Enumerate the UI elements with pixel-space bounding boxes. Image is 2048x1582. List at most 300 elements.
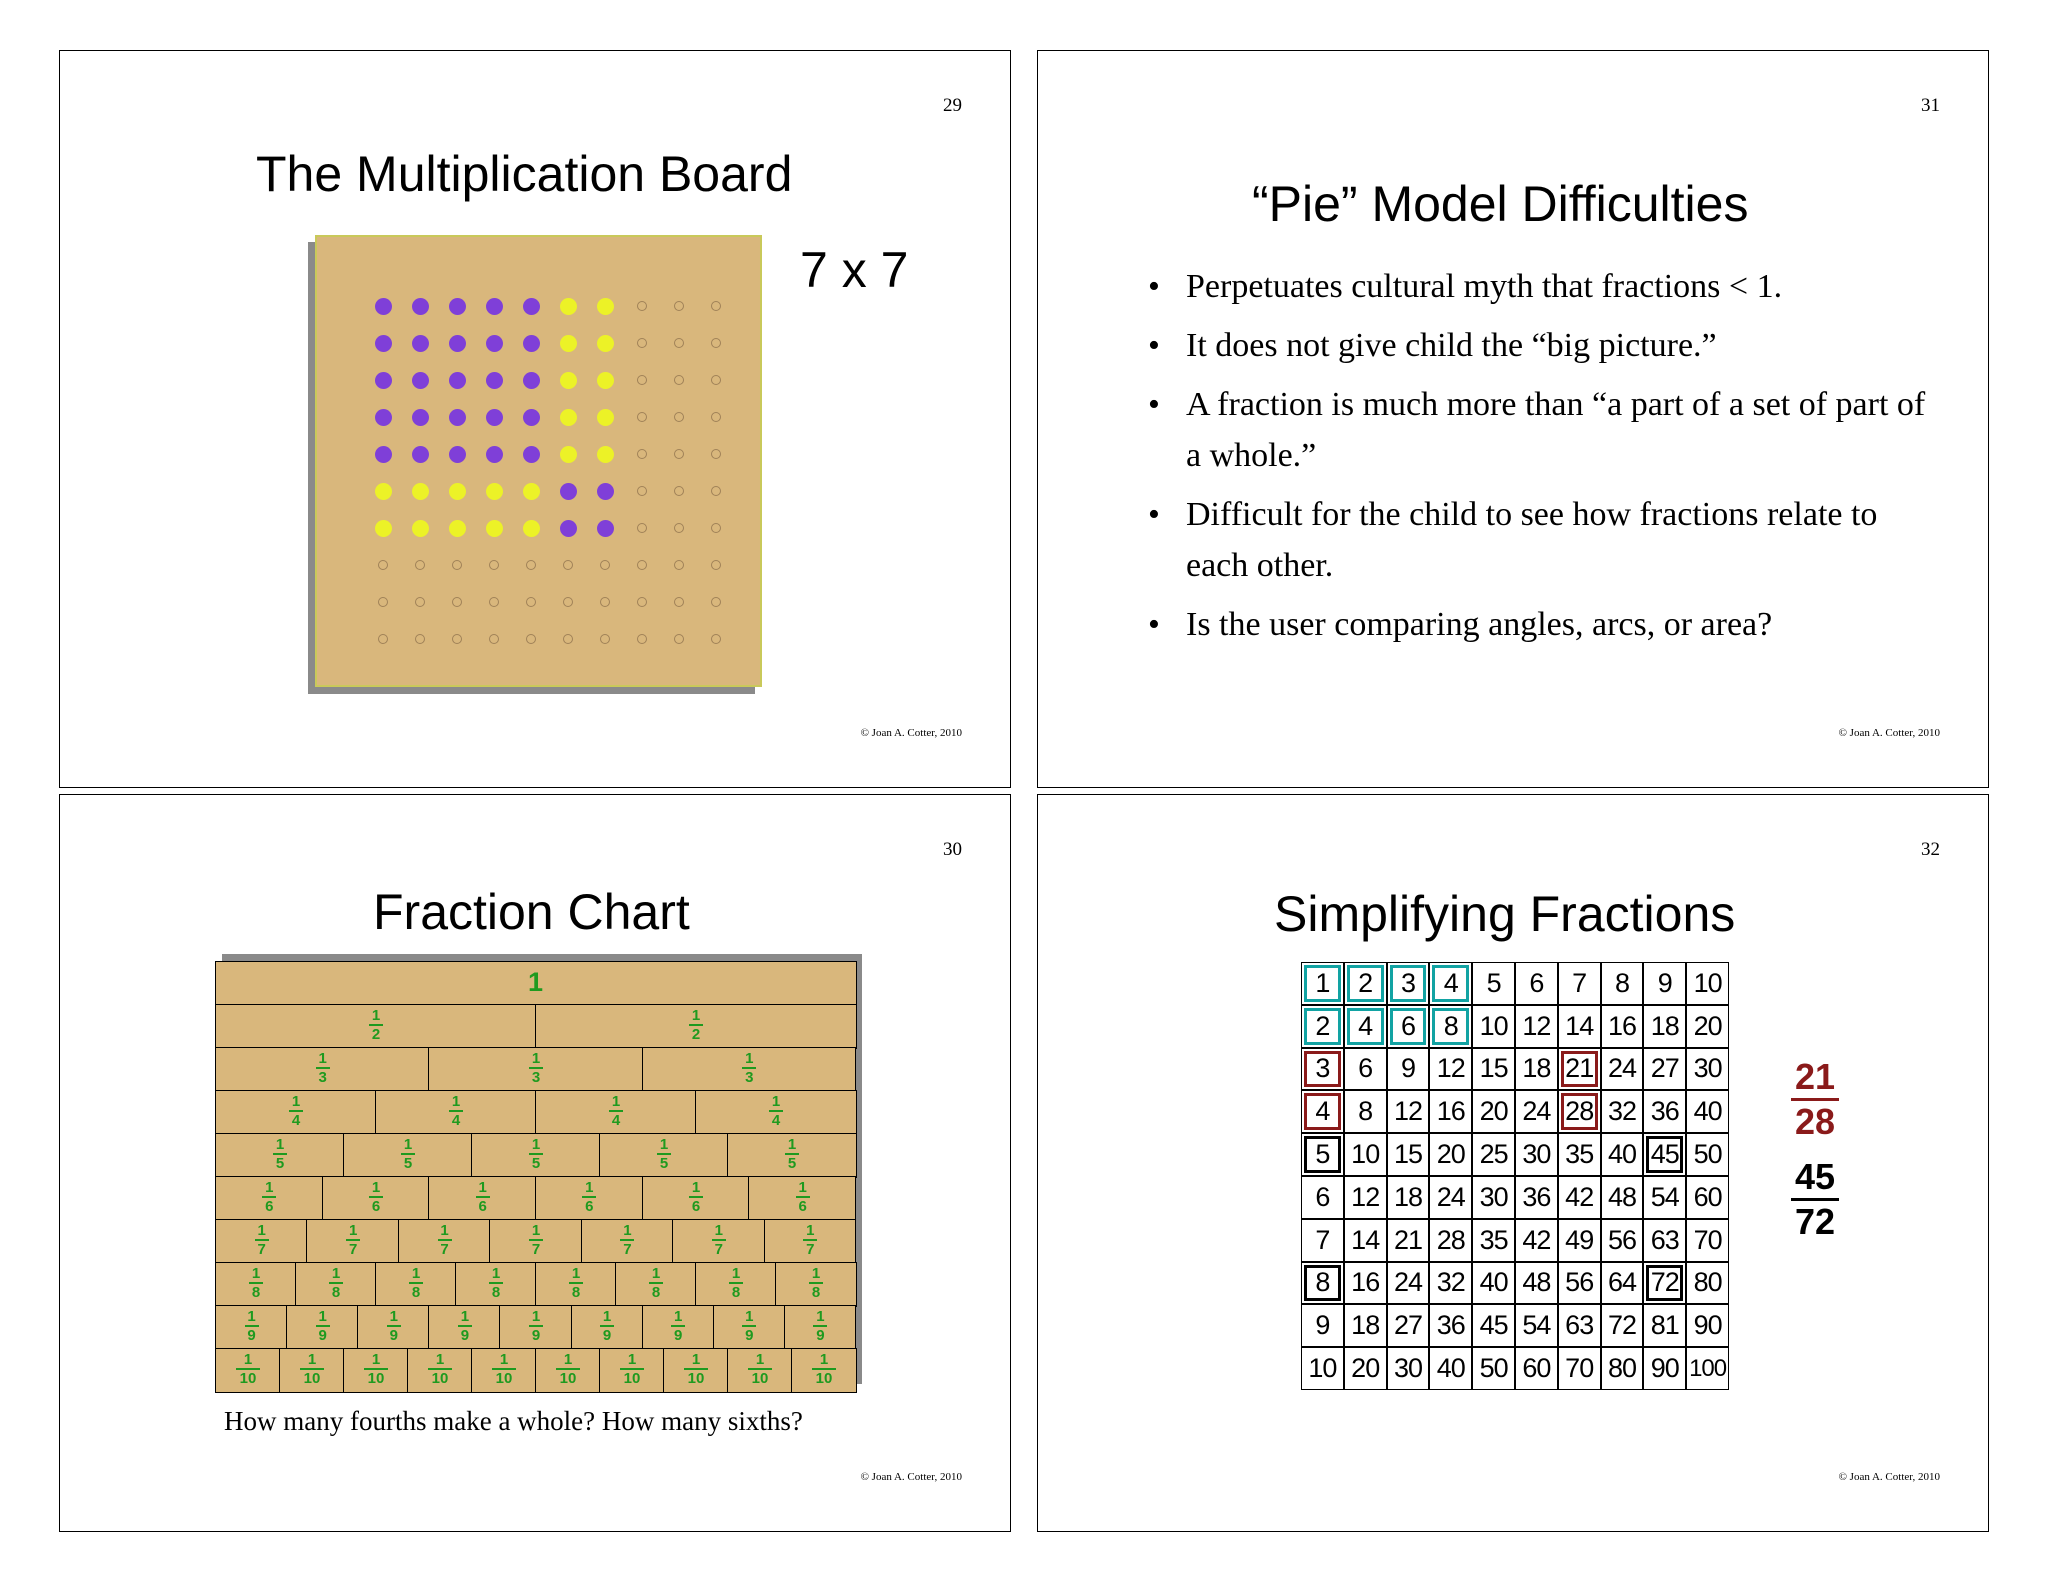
purple-bead (449, 446, 466, 463)
denominator: 28 (1794, 1101, 1836, 1142)
copyright: © Joan A. Cotter, 2010 (1838, 727, 1940, 739)
question-text: How many fourths make a whole? How many sixths? (224, 1406, 803, 1436)
purple-bead (449, 372, 466, 389)
empty-hole (378, 597, 388, 607)
yellow-bead (560, 372, 577, 389)
empty-hole (489, 597, 499, 607)
table-cell: 20 (1429, 1133, 1472, 1176)
purple-bead (597, 520, 614, 537)
table-cell: 40 (1472, 1262, 1515, 1305)
fraction-label: 1 9 (529, 1309, 543, 1343)
bullet-item (1148, 489, 1928, 591)
table-cell: 63 (1643, 1219, 1686, 1262)
yellow-bead (560, 409, 577, 426)
table-cell: 36 (1643, 1090, 1686, 1133)
yellow-bead (597, 298, 614, 315)
empty-hole (415, 634, 425, 644)
purple-bead (560, 483, 577, 500)
fraction-label: 1 5 (273, 1137, 287, 1171)
table-cell: 2 (1301, 1005, 1344, 1048)
black-highlight (1646, 1265, 1683, 1302)
empty-hole (674, 634, 684, 644)
fraction-piece (375, 1262, 457, 1307)
table-cell: 48 (1601, 1176, 1644, 1219)
bullet-text: Difficult for the child to see how fractions relate to each other. (1186, 496, 1878, 584)
empty-hole (415, 560, 425, 570)
bullet-item (1148, 599, 1928, 650)
table-cell: 48 (1515, 1262, 1558, 1305)
table-cell: 45 (1643, 1133, 1686, 1176)
table-cell: 4 (1344, 1005, 1387, 1048)
slide-title: “Pie” Model Difficulties (1252, 176, 1749, 232)
fraction-label: 1 7 (620, 1223, 634, 1257)
table-cell: 70 (1558, 1347, 1601, 1390)
yellow-bead (412, 483, 429, 500)
yellow-bead (597, 372, 614, 389)
table-cell: 81 (1643, 1304, 1686, 1347)
fraction-label: 1 10 (236, 1352, 260, 1386)
fraction-label: 1 8 (329, 1266, 343, 1300)
fraction-label: 1 3 (316, 1051, 330, 1085)
fraction-piece (663, 1348, 729, 1393)
purple-bead (412, 409, 429, 426)
empty-hole (674, 597, 684, 607)
fraction-label: 1 4 (449, 1094, 463, 1128)
table-cell: 24 (1429, 1176, 1472, 1219)
table-cell: 64 (1601, 1262, 1644, 1305)
empty-hole (674, 560, 684, 570)
empty-hole (637, 560, 647, 570)
teal-highlight (1347, 1008, 1384, 1045)
empty-hole (674, 449, 684, 459)
table-cell: 40 (1429, 1347, 1472, 1390)
fraction-label: 1 10 (428, 1352, 452, 1386)
fraction-label: 1 7 (255, 1223, 269, 1257)
fraction-piece (215, 1133, 345, 1178)
fraction-label: 1 6 (476, 1180, 490, 1214)
table-cell: 27 (1643, 1048, 1686, 1091)
fraction-label: 1 9 (813, 1309, 827, 1343)
fraction-chart (215, 961, 855, 1391)
yellow-bead (560, 298, 577, 315)
black-highlight (1304, 1136, 1341, 1173)
purple-bead (486, 409, 503, 426)
table-cell: 24 (1515, 1090, 1558, 1133)
empty-hole (711, 412, 721, 422)
fraction-label: 1 9 (671, 1309, 685, 1343)
empty-hole (637, 412, 647, 422)
empty-hole (711, 486, 721, 496)
purple-bead (449, 335, 466, 352)
slide-31 (1037, 50, 1989, 788)
table-cell: 8 (1601, 962, 1644, 1005)
slide-29 (59, 50, 1011, 788)
table-cell: 10 (1301, 1347, 1344, 1390)
bullet-text: Is the user comparing angles, arcs, or area? (1186, 606, 1773, 643)
fraction-piece (713, 1305, 786, 1350)
fraction-piece (615, 1262, 697, 1307)
fraction-label: 1 6 (582, 1180, 596, 1214)
table-cell: 45 (1472, 1304, 1515, 1347)
fraction-piece (343, 1348, 409, 1393)
yellow-bead (560, 335, 577, 352)
fraction-piece (471, 1133, 601, 1178)
table-cell: 10 (1472, 1005, 1515, 1048)
fraction-piece (375, 1090, 537, 1135)
bullet-item (1148, 261, 1928, 312)
page-number: 31 (1921, 95, 1940, 116)
fraction-piece (535, 1348, 601, 1393)
fraction-piece (784, 1305, 857, 1350)
purple-bead (486, 335, 503, 352)
fraction-label: 1 8 (249, 1266, 263, 1300)
table-cell: 90 (1686, 1304, 1729, 1347)
table-cell: 18 (1344, 1304, 1387, 1347)
slide-title: Simplifying Fractions (1274, 886, 1736, 942)
bullet-list (1148, 261, 1928, 658)
table-cell: 7 (1558, 962, 1601, 1005)
purple-bead (560, 520, 577, 537)
table-cell: 16 (1429, 1090, 1472, 1133)
red-highlight (1304, 1051, 1341, 1088)
empty-hole (563, 560, 573, 570)
purple-bead (486, 372, 503, 389)
fraction-label: 1 10 (556, 1352, 580, 1386)
table-cell: 8 (1301, 1262, 1344, 1305)
fraction-label: 1 5 (529, 1137, 543, 1171)
table-cell: 36 (1429, 1304, 1472, 1347)
fraction-piece (642, 1305, 715, 1350)
teal-highlight (1347, 965, 1384, 1002)
table-cell: 14 (1558, 1005, 1601, 1048)
fraction-piece (499, 1305, 572, 1350)
numerator: 45 (1794, 1156, 1836, 1197)
table-cell: 70 (1686, 1219, 1729, 1262)
table-cell: 15 (1387, 1133, 1430, 1176)
yellow-bead (486, 520, 503, 537)
slide-title: Fraction Chart (373, 884, 690, 940)
fraction-piece (407, 1348, 473, 1393)
fraction-piece (215, 1262, 297, 1307)
empty-hole (674, 301, 684, 311)
table-cell: 9 (1643, 962, 1686, 1005)
table-cell: 35 (1472, 1219, 1515, 1262)
table-cell: 18 (1643, 1005, 1686, 1048)
fraction-label: 1 10 (748, 1352, 772, 1386)
fraction-piece (695, 1262, 777, 1307)
fraction-piece (295, 1262, 377, 1307)
fraction-piece (642, 1047, 857, 1092)
empty-hole (711, 634, 721, 644)
yellow-bead (597, 335, 614, 352)
yellow-bead (523, 520, 540, 537)
fraction-label: 1 7 (529, 1223, 543, 1257)
empty-hole (415, 597, 425, 607)
table-cell: 6 (1387, 1005, 1430, 1048)
fraction-piece (343, 1133, 473, 1178)
table-cell: 40 (1601, 1133, 1644, 1176)
table-cell: 14 (1344, 1219, 1387, 1262)
fraction-piece (535, 1090, 697, 1135)
fraction-label: 1 3 (742, 1051, 756, 1085)
denominator: 72 (1794, 1201, 1836, 1242)
table-cell: 5 (1472, 962, 1515, 1005)
empty-hole (711, 523, 721, 533)
empty-hole (674, 523, 684, 533)
table-cell: 80 (1601, 1347, 1644, 1390)
fraction-piece (727, 1348, 793, 1393)
teal-highlight (1432, 965, 1469, 1002)
yellow-bead (375, 483, 392, 500)
purple-bead (412, 335, 429, 352)
fraction-piece (428, 1305, 501, 1350)
fraction-label: 1 6 (369, 1180, 383, 1214)
table-cell: 7 (1301, 1219, 1344, 1262)
empty-hole (600, 560, 610, 570)
purple-bead (412, 446, 429, 463)
fraction-label: 1 10 (684, 1352, 708, 1386)
fraction-piece (215, 1176, 323, 1221)
table-cell: 6 (1301, 1176, 1344, 1219)
fraction-label: 1 6 (689, 1180, 703, 1214)
table-cell: 27 (1387, 1304, 1430, 1347)
fraction-piece (357, 1305, 430, 1350)
table-cell: 8 (1344, 1090, 1387, 1133)
table-cell: 21 (1558, 1048, 1601, 1091)
purple-bead (375, 409, 392, 426)
table-cell: 6 (1344, 1048, 1387, 1091)
bullet-icon: • (1148, 496, 1160, 533)
purple-bead (375, 298, 392, 315)
slide-title: The Multiplication Board (256, 146, 793, 202)
fraction-piece (748, 1176, 856, 1221)
fraction-piece (286, 1305, 359, 1350)
fraction-piece (215, 1305, 288, 1350)
empty-hole (452, 634, 462, 644)
table-cell: 72 (1643, 1262, 1686, 1305)
table-cell: 10 (1686, 962, 1729, 1005)
yellow-bead (375, 520, 392, 537)
fraction-label: 1 10 (620, 1352, 644, 1386)
fraction-piece (571, 1305, 644, 1350)
fraction-piece (535, 1262, 617, 1307)
table-cell: 28 (1558, 1090, 1601, 1133)
yellow-bead (449, 520, 466, 537)
table-cell: 42 (1515, 1219, 1558, 1262)
fraction-piece (599, 1348, 665, 1393)
fraction-piece (695, 1090, 857, 1135)
empty-hole (637, 338, 647, 348)
table-cell: 60 (1686, 1176, 1729, 1219)
fraction-label: 1 2 (369, 1008, 383, 1042)
fraction-piece (455, 1262, 537, 1307)
table-cell: 32 (1601, 1090, 1644, 1133)
fraction-label: 1 10 (364, 1352, 388, 1386)
fraction-label: 1 8 (809, 1266, 823, 1300)
table-cell: 90 (1643, 1347, 1686, 1390)
fraction-piece (489, 1219, 582, 1264)
fraction-label: 1 10 (300, 1352, 324, 1386)
empty-hole (711, 597, 721, 607)
fraction-label: 1 7 (712, 1223, 726, 1257)
purple-bead (597, 483, 614, 500)
table-cell: 30 (1515, 1133, 1558, 1176)
fraction-label: 1 10 (492, 1352, 516, 1386)
yellow-bead (523, 483, 540, 500)
empty-hole (711, 301, 721, 311)
table-cell: 8 (1429, 1005, 1472, 1048)
yellow-bead (560, 446, 577, 463)
page-number: 29 (943, 95, 962, 116)
fraction-label: 1 5 (657, 1137, 671, 1171)
fraction-piece (306, 1219, 399, 1264)
table-cell: 32 (1429, 1262, 1472, 1305)
table-cell: 54 (1515, 1304, 1558, 1347)
empty-hole (637, 486, 647, 496)
black-highlight (1646, 1136, 1683, 1173)
fraction-label: 1 3 (529, 1051, 543, 1085)
fraction-label: 1 7 (346, 1223, 360, 1257)
teal-highlight (1304, 965, 1341, 1002)
empty-hole (526, 634, 536, 644)
table-cell: 25 (1472, 1133, 1515, 1176)
teal-highlight (1390, 965, 1427, 1002)
fraction-piece (428, 1176, 536, 1221)
fraction-piece (428, 1047, 643, 1092)
fraction-piece (727, 1133, 857, 1178)
bullet-icon: • (1148, 386, 1160, 423)
empty-hole (674, 375, 684, 385)
bullet-text: Perpetuates cultural myth that fractions < 1. (1186, 268, 1783, 305)
table-cell: 42 (1558, 1176, 1601, 1219)
teal-highlight (1304, 1008, 1341, 1045)
fraction-piece (642, 1176, 750, 1221)
table-cell: 49 (1558, 1219, 1601, 1262)
black-highlight (1304, 1265, 1341, 1302)
purple-bead (375, 372, 392, 389)
fraction-label: 1 8 (489, 1266, 503, 1300)
fraction-label: 1 9 (245, 1309, 259, 1343)
table-cell: 12 (1429, 1048, 1472, 1091)
copyright: © Joan A. Cotter, 2010 (1838, 1471, 1940, 1483)
fraction-piece (215, 1090, 377, 1135)
table-cell: 10 (1344, 1133, 1387, 1176)
table-cell: 5 (1301, 1133, 1344, 1176)
whole-bar (215, 961, 857, 1006)
purple-bead (486, 446, 503, 463)
empty-hole (674, 338, 684, 348)
empty-hole (563, 597, 573, 607)
table-cell: 36 (1515, 1176, 1558, 1219)
table-cell: 6 (1515, 962, 1558, 1005)
purple-bead (449, 409, 466, 426)
numerator: 21 (1794, 1056, 1836, 1097)
table-cell: 4 (1429, 962, 1472, 1005)
table-cell: 24 (1601, 1048, 1644, 1091)
fraction-label: 1 9 (458, 1309, 472, 1343)
red-highlight (1561, 1051, 1598, 1088)
fraction-piece (599, 1133, 729, 1178)
red-highlight (1561, 1093, 1598, 1130)
purple-bead (412, 298, 429, 315)
table-cell: 50 (1686, 1133, 1729, 1176)
bullet-text: It does not give child the “big picture.” (1186, 327, 1717, 364)
empty-hole (452, 560, 462, 570)
fraction-label: 1 8 (729, 1266, 743, 1300)
table-cell: 80 (1686, 1262, 1729, 1305)
fraction-label: 1 4 (609, 1094, 623, 1128)
empty-hole (711, 375, 721, 385)
fraction-piece (672, 1219, 765, 1264)
table-cell: 100 (1686, 1347, 1729, 1390)
whole-label: 1 (528, 967, 544, 997)
table-cell: 1 (1301, 962, 1344, 1005)
table-cell: 24 (1387, 1262, 1430, 1305)
empty-hole (526, 597, 536, 607)
purple-bead (523, 446, 540, 463)
purple-bead (523, 409, 540, 426)
purple-bead (523, 298, 540, 315)
table-cell: 20 (1472, 1090, 1515, 1133)
dimension-label: 7 x 7 (800, 242, 909, 298)
table-cell: 3 (1301, 1048, 1344, 1091)
fraction-piece (535, 1004, 857, 1049)
empty-hole (489, 634, 499, 644)
fraction-label: 1 9 (742, 1309, 756, 1343)
fraction-label: 1 9 (600, 1309, 614, 1343)
empty-hole (600, 634, 610, 644)
table-cell: 50 (1472, 1347, 1515, 1390)
multiplication-table (1301, 962, 1729, 1390)
table-cell: 2 (1344, 962, 1387, 1005)
table-cell: 54 (1643, 1176, 1686, 1219)
purple-bead (449, 298, 466, 315)
fraction-label: 1 8 (569, 1266, 583, 1300)
purple-bead (523, 372, 540, 389)
teal-highlight (1390, 1008, 1427, 1045)
fraction-piece (764, 1219, 857, 1264)
table-cell: 9 (1301, 1304, 1344, 1347)
fraction-label: 1 10 (812, 1352, 836, 1386)
empty-hole (600, 597, 610, 607)
table-cell: 72 (1601, 1304, 1644, 1347)
fraction-piece (279, 1348, 345, 1393)
fraction-label: 1 4 (289, 1094, 303, 1128)
empty-hole (563, 634, 573, 644)
table-cell: 16 (1601, 1005, 1644, 1048)
table-cell: 12 (1515, 1005, 1558, 1048)
table-cell: 4 (1301, 1090, 1344, 1133)
yellow-bead (486, 483, 503, 500)
fraction-label: 1 2 (689, 1008, 703, 1042)
table-cell: 18 (1515, 1048, 1558, 1091)
table-cell: 30 (1387, 1347, 1430, 1390)
bullet-item (1148, 379, 1928, 481)
empty-hole (637, 523, 647, 533)
table-cell: 3 (1387, 962, 1430, 1005)
page-number: 30 (943, 839, 962, 860)
table-cell: 28 (1429, 1219, 1472, 1262)
table-cell: 16 (1344, 1262, 1387, 1305)
table-cell: 56 (1601, 1219, 1644, 1262)
fraction-label: 1 6 (796, 1180, 810, 1214)
fraction-piece (398, 1219, 491, 1264)
fraction-label: 1 7 (438, 1223, 452, 1257)
purple-bead (375, 335, 392, 352)
empty-hole (711, 560, 721, 570)
fraction-piece (215, 1219, 308, 1264)
empty-hole (637, 375, 647, 385)
